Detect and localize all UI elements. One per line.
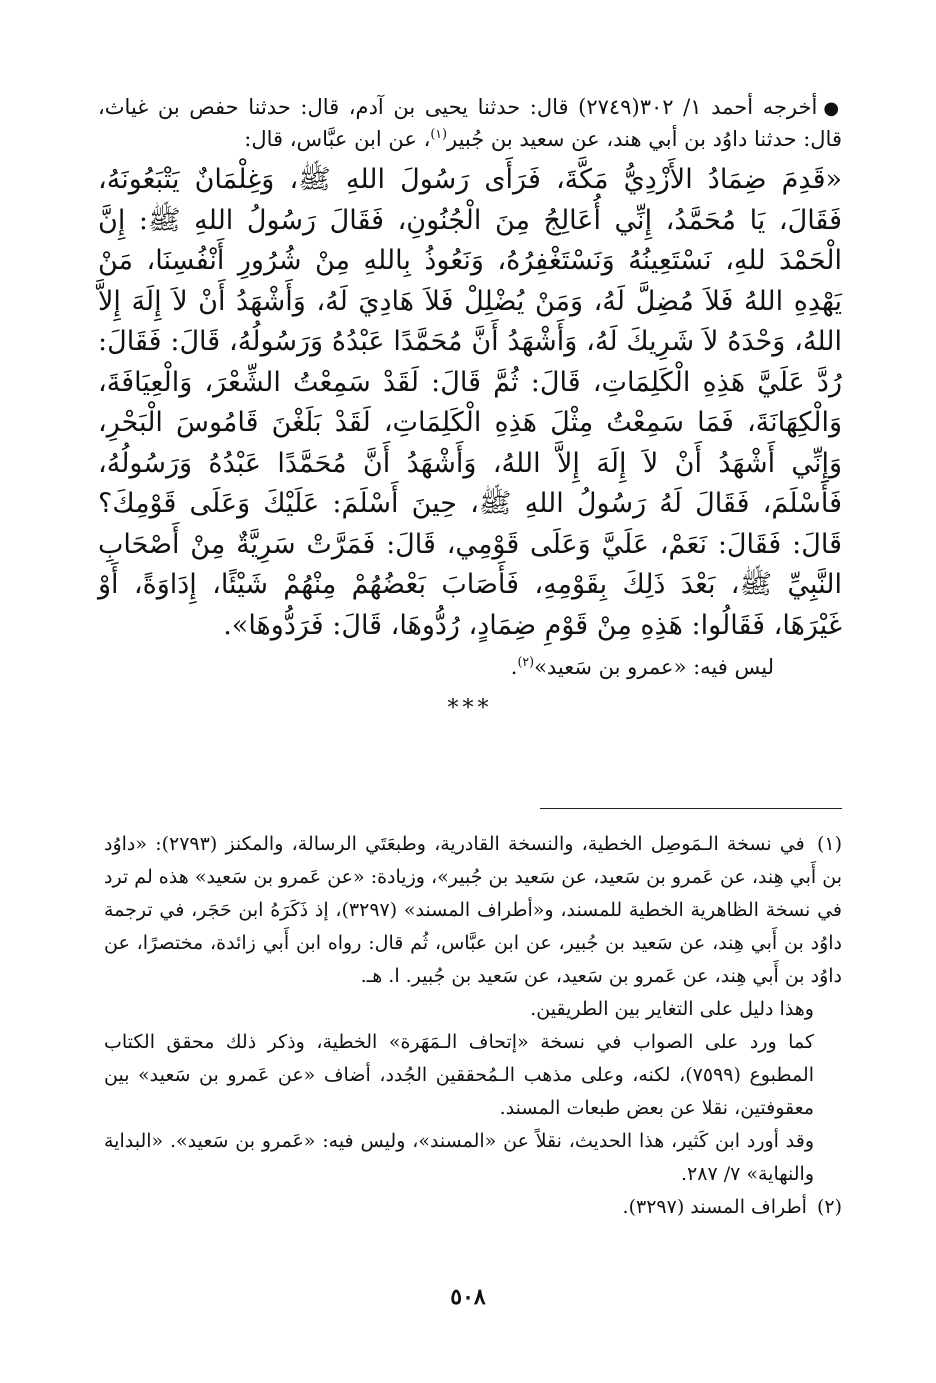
footnote-1-number: (١) <box>816 833 842 855</box>
variant-note <box>98 652 842 682</box>
main-text <box>98 92 842 721</box>
footnote-1-paragraph-2: وهذا دليل على التغاير بين الطريقين. <box>530 998 814 1020</box>
footnote-2 <box>104 1191 842 1224</box>
hadith-text: «قَدِمَ ضِمَادُ الأَزْدِيُّ مَكَّةَ، فَرَأَى رَسُولَ اللهِ ﷺ، وَغِلْمَانٌ يَتْبَعُونَهُ، فَقَالَ، يَا مُحَمَّدُ، إِنِّي أُعَالِجُ مِنَ الْجُنُونِ، فَقَالَ رَسُولُ اللهِ ﷺ: إِنَّ الْحَمْدَ للهِ، نَسْتَعِينُهُ وَنَسْتَغْفِرُهُ، وَنَعُوذُ بِاللهِ مِنْ شُرُورِ أَنْفُسِنَا، مَنْ يَهْدِهِ اللهُ فَلاَ مُضِلَّ لَهُ، وَمَنْ يُضْلِلْ فَلاَ هَادِيَ لَهُ، وَأَشْهَدُ أَنْ لاَ إِلَهَ إِلاَّ اللهُ، وَحْدَهُ لاَ شَرِيكَ لَهُ، وَأَشْهَدُ أَنَّ مُحَمَّدًا عَبْدُهُ وَرَسُولُهُ، قَالَ: فَقَالَ: رُدَّ عَلَيَّ هَذِهِ الْكَلِمَاتِ، قَالَ: ثُمَّ قَالَ: لَقَدْ سَمِعْتُ الشِّعْرَ، وَالْعِيَافَةَ، وَالْكِهَانَةَ، فَمَا سَمِعْتُ مِثْلَ هَذِهِ الْكَلِمَاتِ، لَقَدْ بَلَغْنَ قَامُوسَ الْبَحْرِ، وَإِنِّي أَشْهَدُ أَنْ لاَ إِلَهَ إِلاَّ اللهُ، وَأَشْهَدُ أَنَّ مُحَمَّدًا عَبْدُهُ وَرَسُولُهُ، فَأَسْلَمَ، فَقَالَ لَهُ رَسُولُ اللهِ ﷺ، حِينَ أَسْلَمَ: عَلَيْكَ وَعَلَى قَوْمِكَ؟ قَالَ: فَقَالَ: نَعَمْ، عَلَيَّ وَعَلَى قَوْمِي، قَالَ: فَمَرَّتْ سَرِيَّةٌ مِنْ أَصْحَابِ النَّبِيِّ ﷺ، بَعْدَ ذَلِكَ بِقَوْمِهِ، فَأَصَابَ بَعْضُهُمْ مِنْهُمْ شَيْئًا، إِدَاوَةً، أَوْ غَيْرَهَا، فَقَالُوا: هَذِهِ مِنْ قَوْمِ ضِمَادٍ، رُدُّوهَا، قَالَ: فَرَدُّوهَا». <box>98 164 842 641</box>
footnotes <box>104 828 842 1224</box>
isnad-text-end: ، عن ابن عبَّاس، قال: <box>244 127 431 151</box>
footnote-2-text: أطراف المسند (٣٢٩٧). <box>622 1196 807 1218</box>
variant-note-end: . <box>510 655 518 679</box>
variant-note-text: ليس فيه: «عمرو بن سَعيد» <box>534 655 774 679</box>
footnote-1-text: في نسخة الـمَوصِل الخطية، والنسخة القادرية، وطبعَتَي الرسالة، والمكنز (٢٧٩٣): «داوُد بن أَبي هِند، عن عَمرو بن سَعيد، عن سَعيد بن جُبير»، وزيادة: «عن عَمرو بن سَعيد» هذه لم ترد في نسخة الظاهرية الخطية للمسند، و«أطراف المسند» (٣٢٩٧)، إذ ذَكَرَهُ ابن حَجَر، في ترجمة داوُد بن أَبي هِند، عن سَعيد بن جُبير، عن ابن عبَّاس، ثُم قال: رواه ابن أَبي زائدة، مختصرًا، عن داوُد بن أَبي هِند، عن عَمرو بن سَعيد، عن سَعيد بن جُبير. ا. هـ. <box>104 833 842 987</box>
isnad-paragraph <box>98 92 842 154</box>
footnote-2-number: (٢) <box>816 1196 842 1218</box>
bullet-icon: ● <box>823 98 842 119</box>
isnad-text: أخرجه أحمد ١/ ٣٠٢(٢٧٤٩) قال: حدثنا يحيى بن آدم، قال: حدثنا حفص بن غياث، قال: حدثنا داوُد بن أبي هند، عن سعيد بن جُبير <box>98 95 842 151</box>
page-number: ٥٠٨ <box>450 1284 486 1310</box>
footnote-divider <box>540 808 842 809</box>
footnote-1-paragraph-3: كما ورد على الصواب في نسخة «إتحاف الـمَهَرة» الخطية، وذكر ذلك محقق الكتاب المطبوع (٧٥٩٩)، لكنه، وعلى مذهب الـمُحققين الجُدد، أضاف «عن عَمرو بن سَعيد» بين معقوفتين، نقلا عن بعض طبعات المسند. <box>104 1031 814 1119</box>
footnote-marker-2[interactable]: (٢) <box>517 654 535 669</box>
footnote-marker-1[interactable]: (١) <box>430 126 447 141</box>
footnote-1-paragraph-4: وقد أورد ابن كَثير، هذا الحديث، نقلاً عن «المسند»، وليس فيه: «عَمرو بن سَعيد». «البداية والنهاية» ٧/ ٢٨٧. <box>104 1130 814 1185</box>
section-separator: *** <box>447 696 493 721</box>
footnote-1 <box>104 828 842 993</box>
